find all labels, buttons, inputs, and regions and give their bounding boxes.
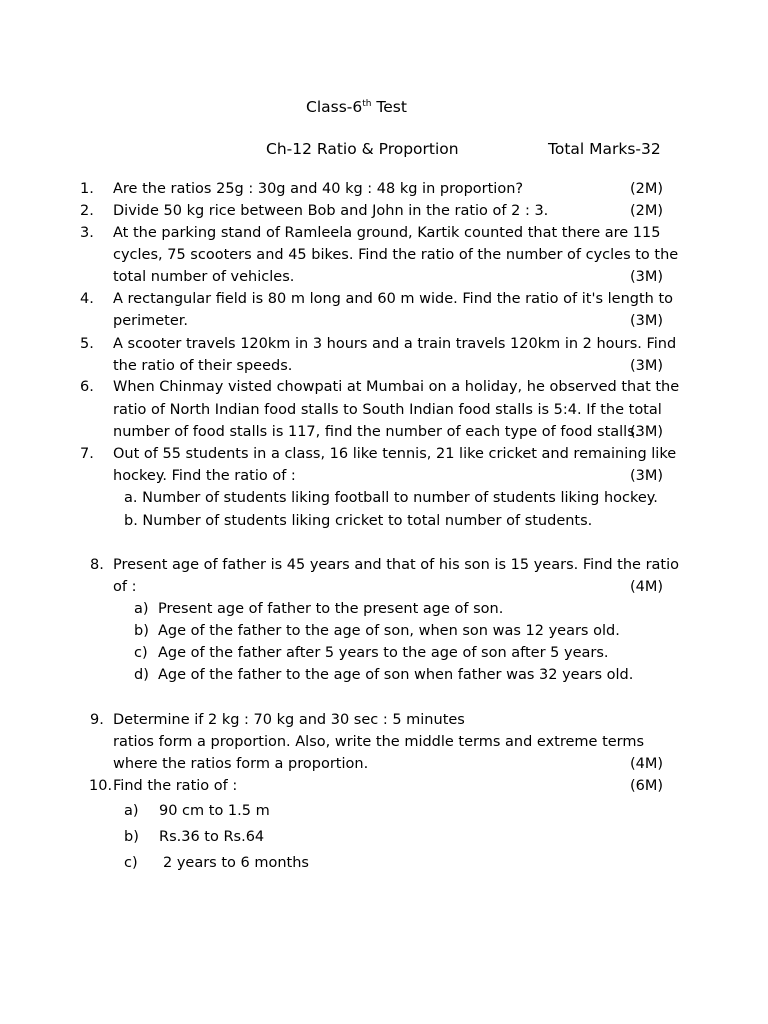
chapter-title: Ch-12 Ratio & Proportion — [266, 140, 459, 158]
question-text: Are the ratios 25g : 30g and 40 kg : 48 kg in proportion? — [113, 181, 524, 197]
question-marks: (4M) — [630, 579, 664, 595]
question-number: 6. — [80, 379, 94, 395]
sub-label: d) — [134, 667, 149, 683]
question-number: 1. — [80, 181, 94, 197]
sub-question: Rs.36 to Rs.64 — [159, 829, 265, 845]
question-text: of : — [113, 579, 137, 595]
question-marks: (4M) — [630, 756, 664, 772]
question-text: Find the ratio of : — [113, 778, 238, 794]
question-text: cycles, 75 scooters and 45 bikes. Find the ratio of the number of cycles to the — [113, 247, 679, 263]
sub-question: Present age of father to the present age of son. — [158, 601, 504, 617]
question-text: A rectangular field is 80 m long and 60 m wide. Find the ratio of it's length to — [113, 291, 673, 307]
question-marks: (3M) — [630, 424, 664, 440]
sub-question: Age of the father to the age of son when father was 32 years old. — [158, 667, 634, 683]
question-number: 3. — [80, 225, 94, 241]
question-marks: (3M) — [630, 269, 664, 285]
test-title: Class-6th Test — [306, 98, 407, 116]
question-number: 7. — [80, 446, 94, 462]
question-text: the ratio of their speeds. — [113, 358, 293, 374]
question-number: 2. — [80, 203, 94, 219]
sub-label: a) — [134, 601, 149, 617]
sub-label: a) — [124, 803, 139, 819]
question-text: Out of 55 students in a class, 16 like tennis, 21 like cricket and remaining like — [113, 446, 677, 462]
question-marks: (2M) — [630, 181, 664, 197]
question-text: number of food stalls is 117, find the number of each type of food stalls. — [113, 424, 640, 440]
sub-question: a. Number of students liking football to number of students liking hockey. — [124, 490, 658, 506]
sub-label: b) — [134, 623, 149, 639]
question-text: Determine if 2 kg : 70 kg and 30 sec : 5 minutes — [113, 712, 465, 728]
question-text: Divide 50 kg rice between Bob and John in the ratio of 2 : 3. — [113, 203, 549, 219]
question-number: 8. — [90, 557, 104, 573]
sub-question: Age of the father after 5 years to the age of son after 5 years. — [158, 645, 609, 661]
sub-question: Age of the father to the age of son, when son was 12 years old. — [158, 623, 620, 639]
question-text: At the parking stand of Ramleela ground, Kartik counted that there are 115 — [113, 225, 661, 241]
total-marks: Total Marks-32 — [548, 140, 661, 158]
question-text: Present age of father is 45 years and that of his son is 15 years. Find the ratio — [113, 557, 680, 573]
sub-question: b. Number of students liking cricket to total number of students. — [124, 513, 593, 529]
sub-question: 2 years to 6 months — [163, 855, 309, 871]
question-number: 10. — [89, 778, 113, 794]
question-text: A scooter travels 120km in 3 hours and a train travels 120km in 2 hours. Find — [113, 336, 677, 352]
question-text: hockey. Find the ratio of : — [113, 468, 296, 484]
question-text: When Chinmay visted chowpati at Mumbai on a holiday, he observed that the — [113, 379, 680, 395]
sub-question: 90 cm to 1.5 m — [159, 803, 270, 819]
question-marks: (3M) — [630, 468, 664, 484]
question-text: ratio of North Indian food stalls to South Indian food stalls is 5:4. If the total — [113, 402, 662, 418]
question-text: total number of vehicles. — [113, 269, 295, 285]
question-marks: (3M) — [630, 358, 664, 374]
question-marks: (6M) — [630, 778, 664, 794]
question-number: 5. — [80, 336, 94, 352]
question-text: where the ratios form a proportion. — [113, 756, 369, 772]
question-number: 9. — [90, 712, 104, 728]
question-marks: (2M) — [630, 203, 664, 219]
question-number: 4. — [80, 291, 94, 307]
question-text: perimeter. — [113, 313, 189, 329]
question-marks: (3M) — [630, 313, 664, 329]
sub-label: c) — [134, 645, 148, 661]
sub-label: c) — [124, 855, 138, 871]
sub-label: b) — [124, 829, 139, 845]
question-text: ratios form a proportion. Also, write the middle terms and extreme terms — [113, 734, 645, 750]
